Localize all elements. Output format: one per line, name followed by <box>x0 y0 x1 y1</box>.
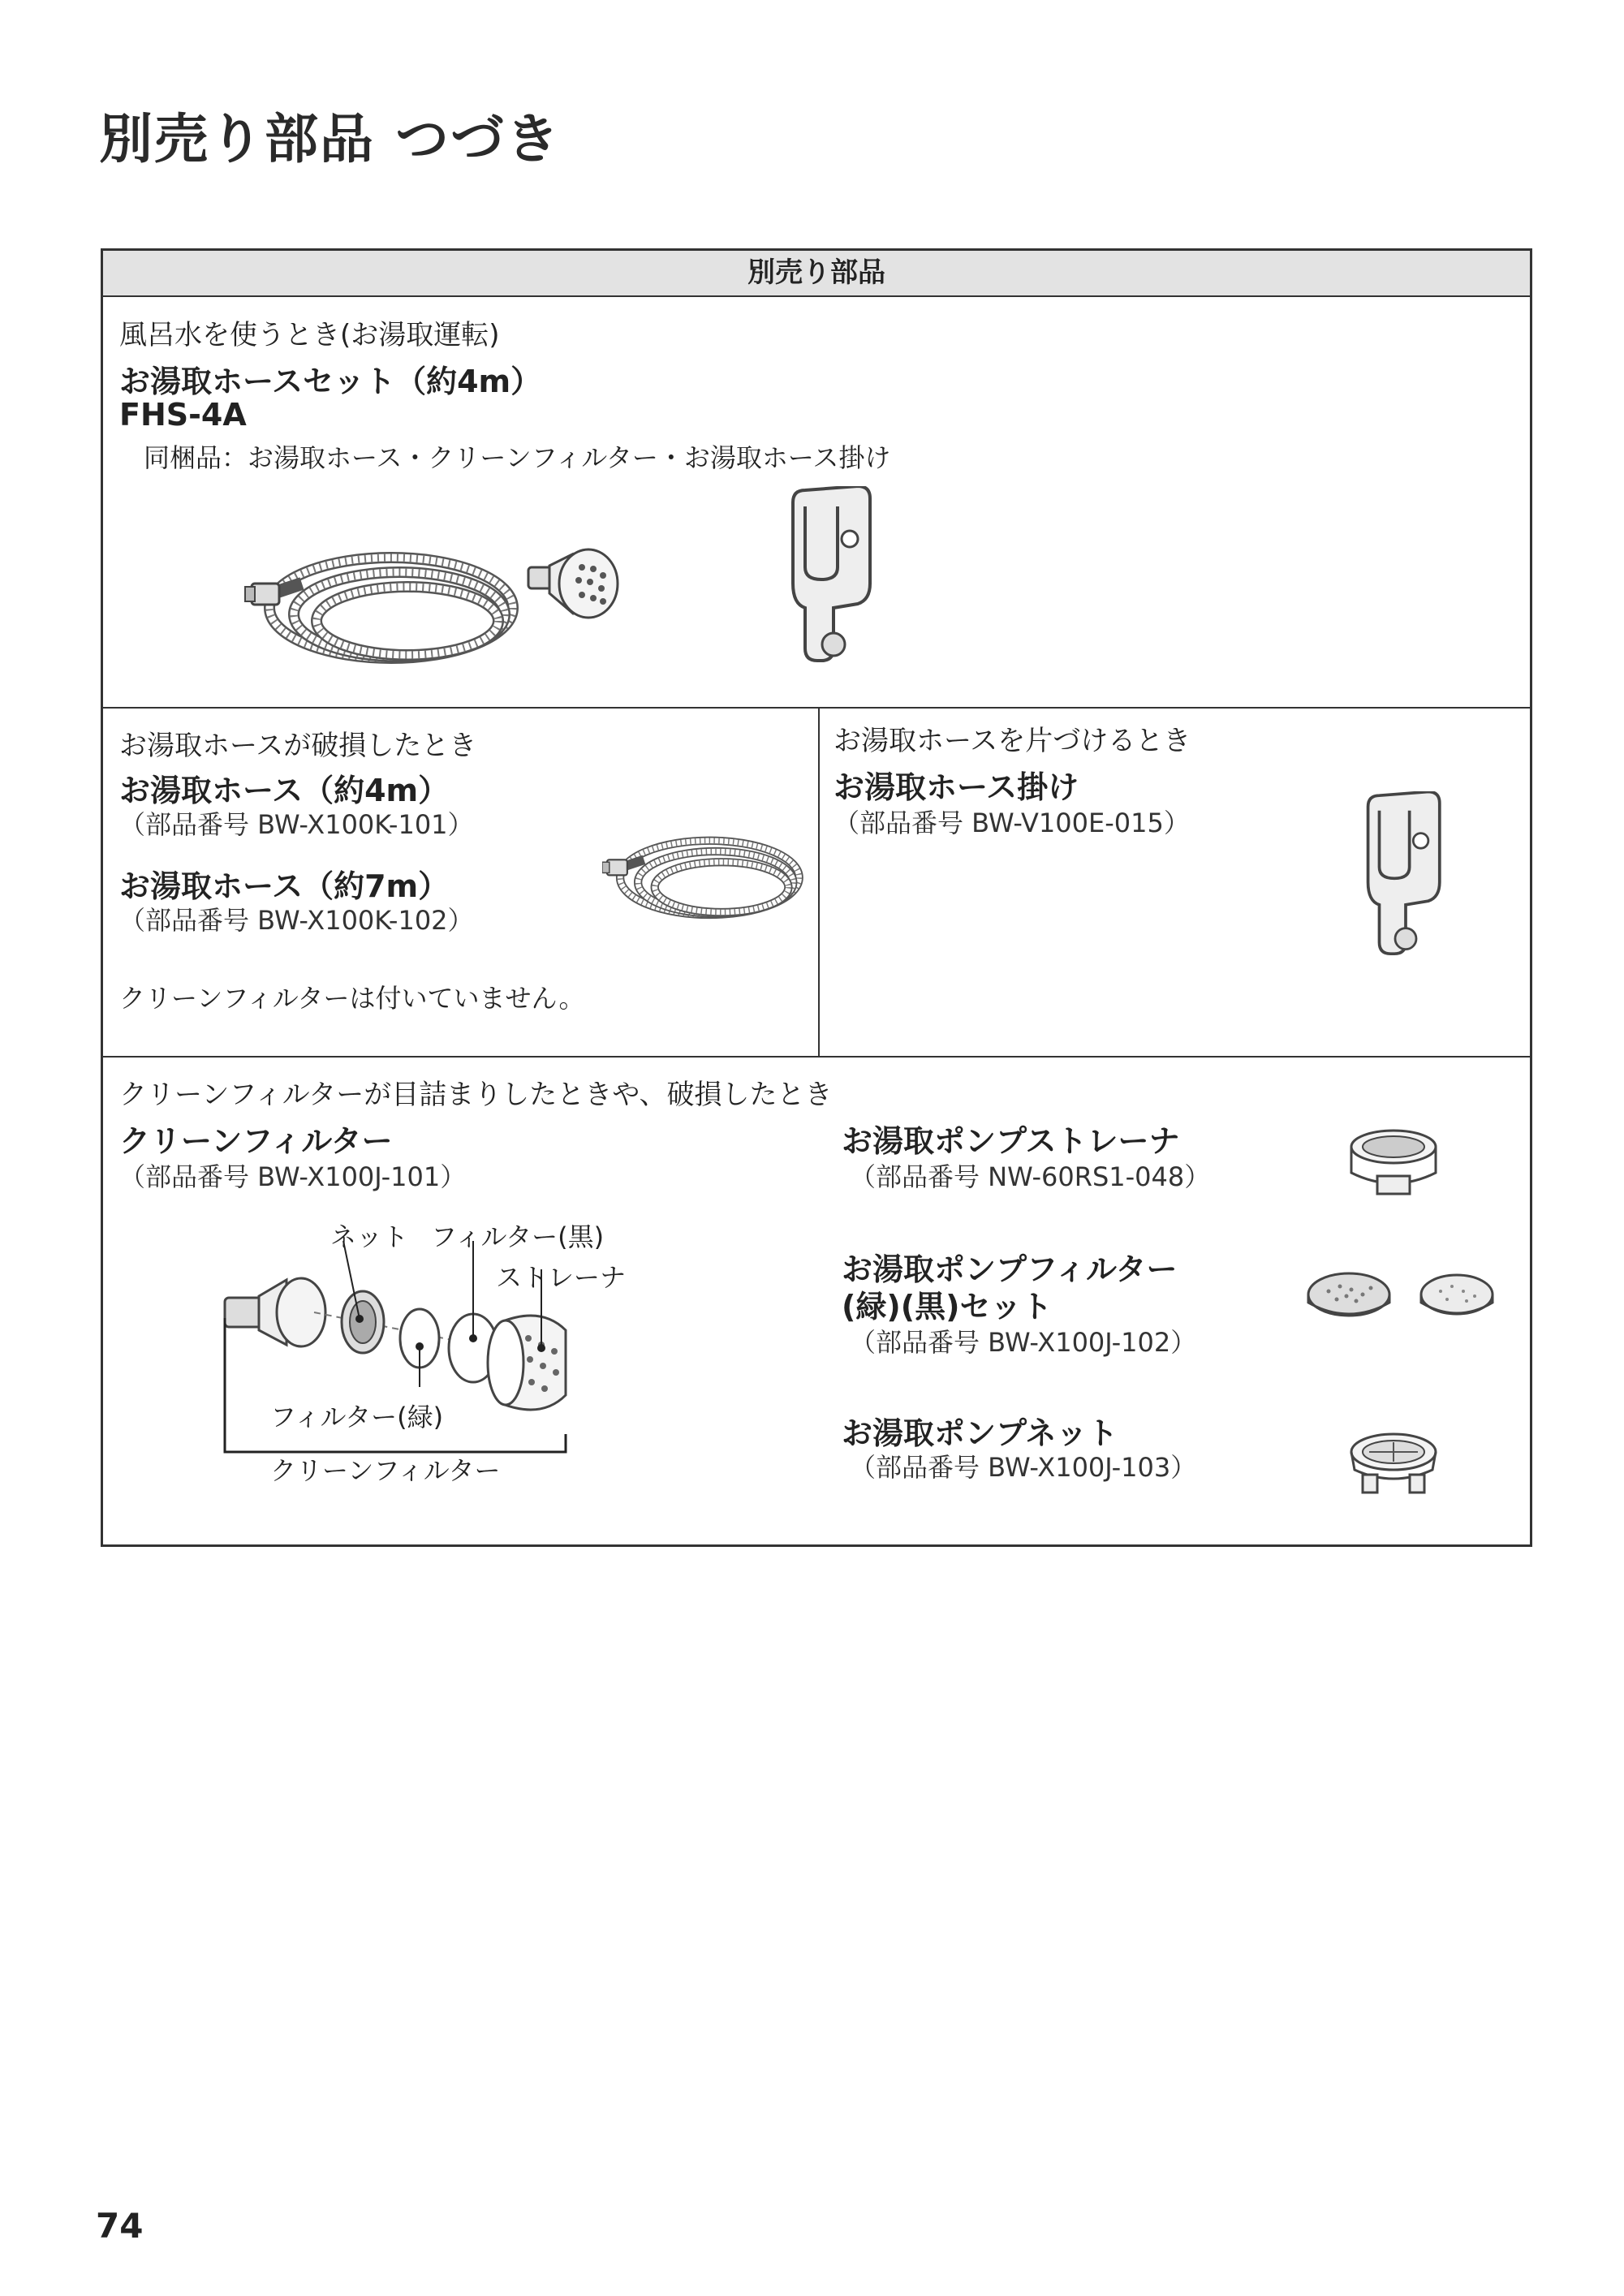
hose-4m-part-number: （部品番号 BW-X100K-101） <box>119 809 474 840</box>
hose-4m-name: お湯取ホース（約4m） <box>119 773 450 808</box>
no-filter-note: クリーンフィルターは付いていません。 <box>119 983 585 1014</box>
hose-hanger-icon <box>1353 791 1458 962</box>
page-title: 別売り部品 つづき <box>99 108 561 170</box>
clean-filter-part-number: （部品番号 BW-X100J-101） <box>119 1161 467 1192</box>
clean-filter-icon <box>525 543 622 632</box>
section1-condition: 風呂水を使うとき(お湯取運転) <box>119 319 500 351</box>
filter-disc-icon <box>1304 1265 1507 1330</box>
hose-7m-part-number: （部品番号 BW-X100K-102） <box>119 905 474 936</box>
hose-hanger-name: お湯取ホース掛け <box>834 769 1079 805</box>
row-divider <box>103 707 1530 709</box>
hose-set-contents: 同梱品：お湯取ホース・クリーンフィルター・お湯取ホース掛け <box>144 442 891 473</box>
pump-strainer-name: お湯取ポンプストレーナ <box>842 1123 1180 1159</box>
row-divider <box>103 1056 1530 1058</box>
section3-condition: クリーンフィルターが目詰まりしたときや、破損したとき <box>119 1079 833 1111</box>
hose-set-model: FHS-4A <box>119 397 247 433</box>
parts-table <box>101 248 1532 1547</box>
diagram-label-net: ネット <box>330 1221 409 1252</box>
pump-net-name: お湯取ポンプネット <box>842 1415 1118 1451</box>
hose-hanger-part-number: （部品番号 BW-V100E-015） <box>834 808 1190 838</box>
table-header: 別売り部品 <box>103 251 1530 297</box>
pump-filter-name-line1: お湯取ポンプフィルター <box>842 1251 1178 1287</box>
hose-icon <box>233 527 533 673</box>
hose-set-name: お湯取ホースセット（約4m） <box>119 364 542 399</box>
pump-filter-part-number: （部品番号 BW-X100J-102） <box>850 1327 1197 1358</box>
diagram-label-strainer: ストレーナ <box>496 1262 627 1293</box>
diagram-label-filter-green: フィルター(緑) <box>270 1402 444 1432</box>
column-divider <box>818 707 820 1056</box>
diagram-label-filter-black: フィルター(黒) <box>431 1221 605 1252</box>
pump-net-part-number: （部品番号 BW-X100J-103） <box>850 1452 1197 1483</box>
section2-right-condition: お湯取ホースを片づけるとき <box>834 725 1191 757</box>
pump-net-icon <box>1345 1428 1442 1509</box>
pump-strainer-part-number: （部品番号 NW-60RS1-048） <box>850 1161 1211 1192</box>
page-number: 74 <box>96 2206 144 2246</box>
pump-filter-name-line2: (緑)(黒)セット <box>842 1289 1053 1325</box>
clean-filter-name: クリーンフィルター <box>119 1123 393 1159</box>
diagram-label-clean-filter: クリーンフィルター <box>270 1455 501 1486</box>
hose-7m-name: お湯取ホース（約7m） <box>119 868 450 904</box>
section2-left-condition: お湯取ホースが破損したとき <box>119 730 477 762</box>
hose-icon <box>602 811 805 933</box>
strainer-icon <box>1345 1127 1442 1200</box>
hose-hanger-icon <box>777 486 890 669</box>
